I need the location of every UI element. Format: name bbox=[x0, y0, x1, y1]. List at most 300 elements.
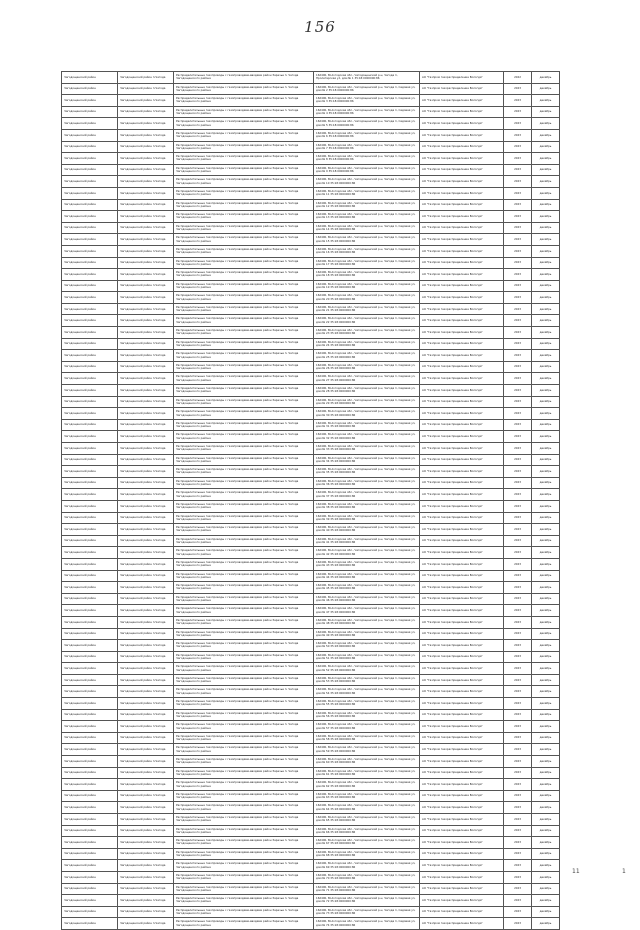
cell-address: 162400, Вологодская обл., Чагодощенский р-н, Чагода п, Садовая ул, дом № 69 35:18:0000000:86 bbox=[314, 860, 420, 872]
cell-month: декабрь bbox=[532, 234, 560, 246]
cell-settlement: Чагодощенский район п.Чагода bbox=[118, 663, 174, 675]
cell-month: декабрь bbox=[532, 802, 560, 814]
cell-address: 162400, Вологодская обл., Чагодощенский р-н, Чагода п, Садовая ул, дом № 27 35:18:0000000:86 bbox=[314, 373, 420, 385]
cell-month: декабрь bbox=[532, 558, 560, 570]
cell-organization: АО "Газпром газораспределение Вологда" bbox=[420, 164, 504, 176]
cell-address: 162400, Вологодская обл., Чагодощенский р-н, Чагода п, Садовая ул, дом № 8 35:18:0000000:86 bbox=[314, 153, 420, 165]
cell-settlement: Чагодощенский район п.Чагода bbox=[118, 72, 174, 84]
cell-month: декабрь bbox=[532, 848, 560, 860]
cell-organization: АО "Газпром газораспределение Вологда" bbox=[420, 454, 504, 466]
cell-month: декабрь bbox=[532, 454, 560, 466]
cell-settlement: Чагодощенский район п.Чагода bbox=[118, 338, 174, 350]
table-row bbox=[62, 129, 560, 141]
cell-organization: АО "Газпром газораспределение Вологда" bbox=[420, 767, 504, 779]
cell-month: декабрь bbox=[532, 837, 560, 849]
cell-district: Чагодощенский район bbox=[62, 547, 118, 559]
cell-month: декабрь bbox=[532, 616, 560, 628]
cell-year: 2023 bbox=[504, 906, 532, 918]
cell-year: 2023 bbox=[504, 512, 532, 524]
table-row bbox=[62, 303, 560, 315]
cell-month: декабрь bbox=[532, 640, 560, 652]
cell-year: 2023 bbox=[504, 257, 532, 269]
cell-organization: АО "Газпром газораспределение Вологда" bbox=[420, 466, 504, 478]
table-row bbox=[62, 802, 560, 814]
table-row bbox=[62, 373, 560, 385]
cell-month: декабрь bbox=[532, 315, 560, 327]
cell-object: Распределительные газопроводы с газопроводами-вводами район Заречье п. Чагода Чагодощенского района bbox=[174, 628, 314, 640]
cell-organization: АО "Газпром газораспределение Вологда" bbox=[420, 118, 504, 130]
cell-district: Чагодощенский район bbox=[62, 698, 118, 710]
cell-district: Чагодощенский район bbox=[62, 431, 118, 443]
cell-year: 2023 bbox=[504, 686, 532, 698]
cell-month: декабрь bbox=[532, 431, 560, 443]
table-row bbox=[62, 837, 560, 849]
cell-organization: АО "Газпром газораспределение Вологда" bbox=[420, 500, 504, 512]
footer-left-mark: 11 bbox=[572, 868, 580, 875]
table-row bbox=[62, 709, 560, 721]
cell-month: декабрь bbox=[532, 385, 560, 397]
cell-organization: АО "Газпром газораспределение Вологда" bbox=[420, 814, 504, 826]
cell-month: декабрь bbox=[532, 269, 560, 281]
cell-address: 162400, Вологодская обл., Чагодощенский р-н, Чагода п, Садовая ул, дом № 51 35:18:0000000:86 bbox=[314, 651, 420, 663]
cell-address: 162400, Вологодская обл., Чагодощенский р-н, Чагода п, Садовая ул, дом № 7 35:18:0000000:86 bbox=[314, 141, 420, 153]
cell-month: декабрь bbox=[532, 327, 560, 339]
table-row bbox=[62, 222, 560, 234]
cell-district: Чагодощенский район bbox=[62, 408, 118, 420]
cell-district: Чагодощенский район bbox=[62, 245, 118, 257]
cell-month: декабрь bbox=[532, 257, 560, 269]
table-row bbox=[62, 906, 560, 918]
table-row bbox=[62, 292, 560, 304]
cell-address: 162400, Вологодская обл., Чагодощенский р-н, Чагода п, Садовая ул, дом № 24 35:18:0000000:86 bbox=[314, 338, 420, 350]
table-row bbox=[62, 118, 560, 130]
cell-object: Распределительные газопроводы с газопроводами-вводами район Заречье п. Чагода Чагодощенского района bbox=[174, 361, 314, 373]
cell-organization: АО "Газпром газораспределение Вологда" bbox=[420, 385, 504, 397]
cell-object: Распределительные газопроводы с газопроводами-вводами район Заречье п. Чагода Чагодощенского района bbox=[174, 906, 314, 918]
cell-address: 162400, Вологодская обл., Чагодощенский р-н, Чагода п, Садовая ул, дом № 33 35:18:0000000:86 bbox=[314, 443, 420, 455]
cell-organization: АО "Газпром газораспределение Вологда" bbox=[420, 651, 504, 663]
cell-year: 2023 bbox=[504, 848, 532, 860]
cell-district: Чагодощенский район bbox=[62, 292, 118, 304]
cell-organization: АО "Газпром газораспределение Вологда" bbox=[420, 732, 504, 744]
cell-district: Чагодощенский район bbox=[62, 489, 118, 501]
cell-year: 2023 bbox=[504, 408, 532, 420]
cell-year: 2023 bbox=[504, 269, 532, 281]
cell-month: декабрь bbox=[532, 756, 560, 768]
table-row bbox=[62, 883, 560, 895]
cell-address: 162400, Вологодская обл., Чагодощенский р-н, Чагода п, Садовая ул, дом № 22 35:18:0000000:86 bbox=[314, 315, 420, 327]
cell-year: 2023 bbox=[504, 234, 532, 246]
cell-object: Распределительные газопроводы с газопроводами-вводами район Заречье п. Чагода Чагодощенского района bbox=[174, 489, 314, 501]
table-row bbox=[62, 651, 560, 663]
cell-year: 2023 bbox=[504, 895, 532, 907]
cell-year: 2023 bbox=[504, 698, 532, 710]
table-row bbox=[62, 431, 560, 443]
cell-organization: АО "Газпром газораспределение Вологда" bbox=[420, 234, 504, 246]
cell-settlement: Чагодощенский район п.Чагода bbox=[118, 187, 174, 199]
table-row bbox=[62, 466, 560, 478]
cell-year: 2023 bbox=[504, 524, 532, 536]
cell-object: Распределительные газопроводы с газопроводами-вводами район Заречье п. Чагода Чагодощенского района bbox=[174, 327, 314, 339]
cell-month: декабрь bbox=[532, 825, 560, 837]
table-row bbox=[62, 83, 560, 95]
table-row bbox=[62, 628, 560, 640]
cell-district: Чагодощенский район bbox=[62, 373, 118, 385]
table-row bbox=[62, 95, 560, 107]
cell-object: Распределительные газопроводы с газопроводами-вводами район Заречье п. Чагода Чагодощенского района bbox=[174, 848, 314, 860]
cell-district: Чагодощенский район bbox=[62, 187, 118, 199]
cell-month: декабрь bbox=[532, 489, 560, 501]
cell-year: 2023 bbox=[504, 721, 532, 733]
cell-address: 162400, Вологодская обл., Чагодощенский р-н, Чагода п, Садовая ул, дом № 70 35:18:0000000:86 bbox=[314, 871, 420, 883]
cell-address: 162400, Вологодская обл., Чагодощенский р-н, Чагода п, Садовая ул, дом № 10 35:18:0000000:86 bbox=[314, 176, 420, 188]
cell-organization: АО "Газпром газораспределение Вологда" bbox=[420, 779, 504, 791]
cell-district: Чагодощенский район bbox=[62, 651, 118, 663]
cell-month: декабрь bbox=[532, 361, 560, 373]
cell-year: 2022 bbox=[504, 72, 532, 84]
cell-organization: АО "Газпром газораспределение Вологда" bbox=[420, 269, 504, 281]
cell-organization: АО "Газпром газораспределение Вологда" bbox=[420, 350, 504, 362]
cell-month: декабрь bbox=[532, 211, 560, 223]
table-row bbox=[62, 582, 560, 594]
cell-organization: АО "Газпром газораспределение Вологда" bbox=[420, 756, 504, 768]
cell-year: 2023 bbox=[504, 558, 532, 570]
cell-object: Распределительные газопроводы с газопроводами-вводами район Заречье п. Чагода Чагодощенского района bbox=[174, 825, 314, 837]
cell-settlement: Чагодощенский район п.Чагода bbox=[118, 547, 174, 559]
cell-settlement: Чагодощенский район п.Чагода bbox=[118, 408, 174, 420]
table-row bbox=[62, 918, 560, 930]
cell-object: Распределительные газопроводы с газопроводами-вводами район Заречье п. Чагода Чагодощенского района bbox=[174, 686, 314, 698]
cell-object: Распределительные газопроводы с газопроводами-вводами район Заречье п. Чагода Чагодощенского района bbox=[174, 153, 314, 165]
cell-district: Чагодощенский район bbox=[62, 512, 118, 524]
cell-organization: АО "Газпром газораспределение Вологда" bbox=[420, 431, 504, 443]
cell-address: 162400, Вологодская обл., Чагодощенский р-н, Чагода п, Садовая ул, дом № 44 35:18:0000000:86 bbox=[314, 570, 420, 582]
cell-organization: АО "Газпром газораспределение Вологда" bbox=[420, 698, 504, 710]
cell-settlement: Чагодощенский район п.Чагода bbox=[118, 570, 174, 582]
cell-address: 162400, Вологодская обл., Чагодощенский р-н, Чагода п, Садовая ул, дом № 30 35:18:0000000:86 bbox=[314, 408, 420, 420]
cell-object: Распределительные газопроводы с газопроводами-вводами район Заречье п. Чагода Чагодощенского района bbox=[174, 83, 314, 95]
cell-year: 2023 bbox=[504, 628, 532, 640]
cell-address: 162400, Вологодская обл., Чагодощенский р-н, Чагода п, Садовая ул, дом № 4 35:18:0000000:86 bbox=[314, 106, 420, 118]
cell-organization: АО "Газпром газораспределение Вологда" bbox=[420, 802, 504, 814]
cell-year: 2023 bbox=[504, 303, 532, 315]
table-row bbox=[62, 524, 560, 536]
cell-year: 2023 bbox=[504, 860, 532, 872]
cell-settlement: Чагодощенский район п.Чагода bbox=[118, 698, 174, 710]
cell-settlement: Чагодощенский район п.Чагода bbox=[118, 106, 174, 118]
cell-address: 162400, Вологодская обл., Чагодощенский р-н, Чагода п, Садовая ул, дом № 73 35:18:0000000:86 bbox=[314, 906, 420, 918]
cell-object: Распределительные газопроводы с газопроводами-вводами район Заречье п. Чагода Чагодощенского района bbox=[174, 419, 314, 431]
cell-month: декабрь bbox=[532, 674, 560, 686]
table-row bbox=[62, 269, 560, 281]
cell-year: 2023 bbox=[504, 129, 532, 141]
cell-address: 162400, Вологодская обл., Чагодощенский р-н, Чагода п, Садовая ул, дом № 65 35:18:0000000:86 bbox=[314, 814, 420, 826]
cell-month: декабрь bbox=[532, 350, 560, 362]
cell-address: 162400, Вологодская обл., Чагодощенский р-н, Чагода п, Садовая ул, дом № 5 35:18:0000000:86 bbox=[314, 118, 420, 130]
cell-month: декабрь bbox=[532, 408, 560, 420]
cell-district: Чагодощенский район bbox=[62, 837, 118, 849]
cell-organization: АО "Газпром газораспределение Вологда" bbox=[420, 408, 504, 420]
cell-month: декабрь bbox=[532, 524, 560, 536]
cell-month: декабрь bbox=[532, 500, 560, 512]
cell-address: 162400, Вологодская обл., Чагодощенский р-н, Чагода п, Садовая ул, дом № 54 35:18:0000000:86 bbox=[314, 686, 420, 698]
cell-month: декабрь bbox=[532, 663, 560, 675]
cell-month: декабрь bbox=[532, 570, 560, 582]
cell-address: 162400, Вологодская обл., Чагодощенский р-н, Чагода п, Садовая ул, дом № 3 35:18:0000000:86 bbox=[314, 95, 420, 107]
cell-settlement: Чагодощенский район п.Чагода bbox=[118, 419, 174, 431]
cell-year: 2023 bbox=[504, 164, 532, 176]
cell-settlement: Чагодощенский район п.Чагода bbox=[118, 535, 174, 547]
cell-object: Распределительные газопроводы с газопроводами-вводами район Заречье п. Чагода Чагодощенского района bbox=[174, 535, 314, 547]
cell-settlement: Чагодощенский район п.Чагода bbox=[118, 558, 174, 570]
cell-settlement: Чагодощенский район п.Чагода bbox=[118, 767, 174, 779]
cell-settlement: Чагодощенский район п.Чагода bbox=[118, 164, 174, 176]
table-row bbox=[62, 153, 560, 165]
cell-object: Распределительные газопроводы с газопроводами-вводами район Заречье п. Чагода Чагодощенского района bbox=[174, 674, 314, 686]
cell-address: 162400, Вологодская обл., Чагодощенский р-н, Чагода п, Садовая ул, дом № 19 35:18:0000000:86 bbox=[314, 280, 420, 292]
cell-organization: АО "Газпром газораспределение Вологда" bbox=[420, 512, 504, 524]
cell-organization: АО "Газпром газораспределение Вологда" bbox=[420, 860, 504, 872]
cell-district: Чагодощенский район bbox=[62, 790, 118, 802]
cell-address: 162400, Вологодская обл., Чагодощенский р-н, Чагода п, Садовая ул, дом № 15 35:18:0000000:86 bbox=[314, 234, 420, 246]
cell-settlement: Чагодощенский район п.Чагода bbox=[118, 245, 174, 257]
cell-year: 2023 bbox=[504, 350, 532, 362]
cell-month: декабрь bbox=[532, 187, 560, 199]
cell-district: Чагодощенский район bbox=[62, 419, 118, 431]
cell-organization: АО "Газпром газораспределение Вологда" bbox=[420, 489, 504, 501]
cell-year: 2023 bbox=[504, 338, 532, 350]
cell-year: 2023 bbox=[504, 454, 532, 466]
cell-month: декабрь bbox=[532, 709, 560, 721]
cell-object: Распределительные газопроводы с газопроводами-вводами район Заречье п. Чагода Чагодощенского района bbox=[174, 431, 314, 443]
cell-year: 2023 bbox=[504, 918, 532, 930]
cell-organization: АО "Газпром газораспределение Вологда" bbox=[420, 292, 504, 304]
cell-address: 162400, Вологодская обл., Чагодощенский р-н, Чагода п, Садовая ул, дом № 56 35:18:0000000:86 bbox=[314, 709, 420, 721]
cell-district: Чагодощенский район bbox=[62, 616, 118, 628]
cell-address: 162400, Вологодская обл., Чагодощенский р-н, Чагода п, Садовая ул, дом № 71 35:18:0000000:86 bbox=[314, 883, 420, 895]
cell-organization: АО "Газпром газораспределение Вологда" bbox=[420, 674, 504, 686]
cell-year: 2023 bbox=[504, 605, 532, 617]
cell-district: Чагодощенский район bbox=[62, 315, 118, 327]
cell-settlement: Чагодощенский район п.Чагода bbox=[118, 141, 174, 153]
cell-organization: АО "Газпром газораспределение Вологда" bbox=[420, 837, 504, 849]
cell-object: Распределительные газопроводы с газопроводами-вводами район Заречье п. Чагода Чагодощенского района bbox=[174, 72, 314, 84]
table-row bbox=[62, 72, 560, 84]
cell-object: Распределительные газопроводы с газопроводами-вводами район Заречье п. Чагода Чагодощенского района bbox=[174, 593, 314, 605]
cell-district: Чагодощенский район bbox=[62, 211, 118, 223]
cell-organization: АО "Газпром газораспределение Вологда" bbox=[420, 211, 504, 223]
cell-year: 2023 bbox=[504, 245, 532, 257]
cell-year: 2023 bbox=[504, 593, 532, 605]
cell-district: Чагодощенский район bbox=[62, 106, 118, 118]
cell-object: Распределительные газопроводы с газопроводами-вводами район Заречье п. Чагода Чагодощенского района bbox=[174, 315, 314, 327]
cell-organization: АО "Газпром газораспределение Вологда" bbox=[420, 141, 504, 153]
cell-year: 2023 bbox=[504, 211, 532, 223]
cell-organization: АО "Газпром газораспределение Вологда" bbox=[420, 373, 504, 385]
cell-settlement: Чагодощенский район п.Чагода bbox=[118, 477, 174, 489]
cell-object: Распределительные газопроводы с газопроводами-вводами район Заречье п. Чагода Чагодощенского района bbox=[174, 837, 314, 849]
cell-object: Распределительные газопроводы с газопроводами-вводами район Заречье п. Чагода Чагодощенского района bbox=[174, 292, 314, 304]
cell-settlement: Чагодощенский район п.Чагода bbox=[118, 640, 174, 652]
cell-organization: АО "Газпром газораспределение Вологда" bbox=[420, 315, 504, 327]
cell-organization: АО "Газпром газораспределение Вологда" bbox=[420, 686, 504, 698]
registry-table bbox=[61, 71, 560, 930]
table-row bbox=[62, 385, 560, 397]
cell-address: 162400, Вологодская обл., Чагодощенский р-н, Чагода п, Садовая ул, дом № 74 35:18:0000000:86 bbox=[314, 918, 420, 930]
cell-organization: АО "Газпром газораспределение Вологда" bbox=[420, 709, 504, 721]
table-row bbox=[62, 106, 560, 118]
cell-object: Распределительные газопроводы с газопроводами-вводами район Заречье п. Чагода Чагодощенского района bbox=[174, 269, 314, 281]
registry-body bbox=[62, 72, 560, 930]
cell-organization: АО "Газпром газораспределение Вологда" bbox=[420, 257, 504, 269]
cell-month: декабрь bbox=[532, 721, 560, 733]
table-row bbox=[62, 732, 560, 744]
cell-district: Чагодощенский район bbox=[62, 141, 118, 153]
table-row bbox=[62, 350, 560, 362]
cell-object: Распределительные газопроводы с газопроводами-вводами район Заречье п. Чагода Чагодощенского района bbox=[174, 744, 314, 756]
table-row bbox=[62, 443, 560, 455]
table-row bbox=[62, 744, 560, 756]
cell-district: Чагодощенский район bbox=[62, 199, 118, 211]
cell-organization: АО "Газпром газораспределение Вологда" bbox=[420, 396, 504, 408]
cell-settlement: Чагодощенский район п.Чагода bbox=[118, 883, 174, 895]
table-row bbox=[62, 500, 560, 512]
table-row bbox=[62, 871, 560, 883]
table-row bbox=[62, 512, 560, 524]
cell-district: Чагодощенский район bbox=[62, 895, 118, 907]
table-row bbox=[62, 489, 560, 501]
cell-settlement: Чагодощенский район п.Чагода bbox=[118, 906, 174, 918]
cell-address: 162400, Вологодская обл., Чагодощенский р-н, Чагода п, Садовая ул, дом № 38 35:18:0000000:86 bbox=[314, 500, 420, 512]
cell-district: Чагодощенский район bbox=[62, 95, 118, 107]
cell-address: 162400, Вологодская обл., Чагодощенский р-н, Чагода п, Садовая ул, дом № 49 35:18:0000000:86 bbox=[314, 628, 420, 640]
cell-settlement: Чагодощенский район п.Чагода bbox=[118, 454, 174, 466]
cell-settlement: Чагодощенский район п.Чагода bbox=[118, 373, 174, 385]
cell-month: декабрь bbox=[532, 871, 560, 883]
cell-object: Распределительные газопроводы с газопроводами-вводами район Заречье п. Чагода Чагодощенского района bbox=[174, 790, 314, 802]
cell-settlement: Чагодощенский район п.Чагода bbox=[118, 385, 174, 397]
cell-settlement: Чагодощенский район п.Чагода bbox=[118, 95, 174, 107]
table-row bbox=[62, 663, 560, 675]
cell-address: 162400, Вологодская обл., Чагодощенский р-н, Чагода п, Садовая ул, дом № 42 35:18:0000000:86 bbox=[314, 547, 420, 559]
cell-month: декабрь bbox=[532, 280, 560, 292]
cell-object: Распределительные газопроводы с газопроводами-вводами район Заречье п. Чагода Чагодощенского района bbox=[174, 558, 314, 570]
cell-address: 162400, Вологодская обл., Чагодощенский р-н, Чагода п, Садовая ул, дом № 11 35:18:0000000:86 bbox=[314, 187, 420, 199]
table-row bbox=[62, 327, 560, 339]
table-row bbox=[62, 454, 560, 466]
cell-year: 2023 bbox=[504, 153, 532, 165]
cell-settlement: Чагодощенский район п.Чагода bbox=[118, 83, 174, 95]
cell-organization: АО "Газпром газораспределение Вологда" bbox=[420, 361, 504, 373]
cell-address: 162400, Вологодская обл., Чагодощенский р-н, Чагода п, Садовая ул, дом № 41 35:18:0000000:86 bbox=[314, 535, 420, 547]
cell-year: 2023 bbox=[504, 431, 532, 443]
cell-district: Чагодощенский район bbox=[62, 883, 118, 895]
cell-organization: АО "Газпром газораспределение Вологда" bbox=[420, 605, 504, 617]
cell-year: 2023 bbox=[504, 663, 532, 675]
cell-district: Чагодощенский район bbox=[62, 222, 118, 234]
cell-object: Распределительные газопроводы с газопроводами-вводами район Заречье п. Чагода Чагодощенского района bbox=[174, 176, 314, 188]
cell-object: Распределительные газопроводы с газопроводами-вводами район Заречье п. Чагода Чагодощенского района bbox=[174, 477, 314, 489]
cell-month: декабрь bbox=[532, 779, 560, 791]
cell-district: Чагодощенский район bbox=[62, 454, 118, 466]
cell-object: Распределительные газопроводы с газопроводами-вводами район Заречье п. Чагода Чагодощенского района bbox=[174, 222, 314, 234]
cell-year: 2023 bbox=[504, 616, 532, 628]
cell-district: Чагодощенский район bbox=[62, 686, 118, 698]
cell-object: Распределительные газопроводы с газопроводами-вводами район Заречье п. Чагода Чагодощенского района bbox=[174, 443, 314, 455]
cell-address: 162400, Вологодская обл., Чагодощенский р-н, Чагода п, Садовая ул, дом № 61 35:18:0000000:86 bbox=[314, 767, 420, 779]
cell-month: декабрь bbox=[532, 443, 560, 455]
table-row bbox=[62, 141, 560, 153]
cell-settlement: Чагодощенский район п.Чагода bbox=[118, 303, 174, 315]
cell-month: декабрь bbox=[532, 396, 560, 408]
cell-year: 2023 bbox=[504, 651, 532, 663]
cell-month: декабрь bbox=[532, 547, 560, 559]
table-row bbox=[62, 790, 560, 802]
cell-object: Распределительные газопроводы с газопроводами-вводами район Заречье п. Чагода Чагодощенского района bbox=[174, 396, 314, 408]
cell-month: декабрь bbox=[532, 698, 560, 710]
cell-district: Чагодощенский район bbox=[62, 628, 118, 640]
cell-year: 2023 bbox=[504, 779, 532, 791]
cell-organization: АО "Газпром газораспределение Вологда" bbox=[420, 582, 504, 594]
cell-year: 2023 bbox=[504, 385, 532, 397]
cell-year: 2023 bbox=[504, 315, 532, 327]
cell-object: Распределительные газопроводы с газопроводами-вводами район Заречье п. Чагода Чагодощенского района bbox=[174, 234, 314, 246]
cell-year: 2023 bbox=[504, 640, 532, 652]
cell-organization: АО "Газпром газораспределение Вологда" bbox=[420, 547, 504, 559]
cell-object: Распределительные газопроводы с газопроводами-вводами район Заречье п. Чагода Чагодощенского района bbox=[174, 616, 314, 628]
cell-address: 162400, Вологодская обл., Чагодощенский р-н, Чагода п, Садовая ул, дом № 21 35:18:0000000:86 bbox=[314, 303, 420, 315]
cell-settlement: Чагодощенский район п.Чагода bbox=[118, 327, 174, 339]
cell-year: 2023 bbox=[504, 871, 532, 883]
cell-settlement: Чагодощенский район п.Чагода bbox=[118, 814, 174, 826]
cell-district: Чагодощенский район bbox=[62, 466, 118, 478]
cell-organization: АО "Газпром газораспределение Вологда" bbox=[420, 106, 504, 118]
cell-object: Распределительные газопроводы с газопроводами-вводами район Заречье п. Чагода Чагодощенского района bbox=[174, 199, 314, 211]
cell-month: декабрь bbox=[532, 129, 560, 141]
cell-district: Чагодощенский район bbox=[62, 129, 118, 141]
cell-year: 2023 bbox=[504, 674, 532, 686]
cell-organization: АО "Газпром газораспределение Вологда" bbox=[420, 848, 504, 860]
cell-address: 162400, Вологодская обл., Чагодощенский р-н, Чагода п, Садовая ул, дом № 29 35:18:0000000:86 bbox=[314, 396, 420, 408]
cell-district: Чагодощенский район bbox=[62, 802, 118, 814]
cell-object: Распределительные газопроводы с газопроводами-вводами район Заречье п. Чагода Чагодощенского района bbox=[174, 512, 314, 524]
cell-district: Чагодощенский район bbox=[62, 674, 118, 686]
cell-organization: АО "Газпром газораспределение Вологда" bbox=[420, 222, 504, 234]
cell-month: декабрь bbox=[532, 419, 560, 431]
cell-year: 2023 bbox=[504, 373, 532, 385]
cell-month: декабрь bbox=[532, 141, 560, 153]
cell-district: Чагодощенский район bbox=[62, 443, 118, 455]
cell-object: Распределительные газопроводы с газопроводами-вводами район Заречье п. Чагода Чагодощенского района bbox=[174, 141, 314, 153]
cell-organization: АО "Газпром газораспределение Вологда" bbox=[420, 338, 504, 350]
cell-settlement: Чагодощенский район п.Чагода bbox=[118, 628, 174, 640]
cell-month: декабрь bbox=[532, 118, 560, 130]
cell-settlement: Чагодощенский район п.Чагода bbox=[118, 825, 174, 837]
cell-month: декабрь bbox=[532, 790, 560, 802]
cell-year: 2023 bbox=[504, 489, 532, 501]
cell-object: Распределительные газопроводы с газопроводами-вводами район Заречье п. Чагода Чагодощенского района bbox=[174, 663, 314, 675]
cell-organization: АО "Газпром газораспределение Вологда" bbox=[420, 593, 504, 605]
table-row bbox=[62, 814, 560, 826]
cell-organization: АО "Газпром газораспределение Вологда" bbox=[420, 918, 504, 930]
cell-month: декабрь bbox=[532, 373, 560, 385]
cell-settlement: Чагодощенский район п.Чагода bbox=[118, 431, 174, 443]
cell-object: Распределительные газопроводы с газопроводами-вводами район Заречье п. Чагода Чагодощенского района bbox=[174, 918, 314, 930]
cell-settlement: Чагодощенский район п.Чагода bbox=[118, 234, 174, 246]
cell-object: Распределительные газопроводы с газопроводами-вводами район Заречье п. Чагода Чагодощенского района bbox=[174, 303, 314, 315]
cell-district: Чагодощенский район bbox=[62, 524, 118, 536]
cell-district: Чагодощенский район bbox=[62, 663, 118, 675]
